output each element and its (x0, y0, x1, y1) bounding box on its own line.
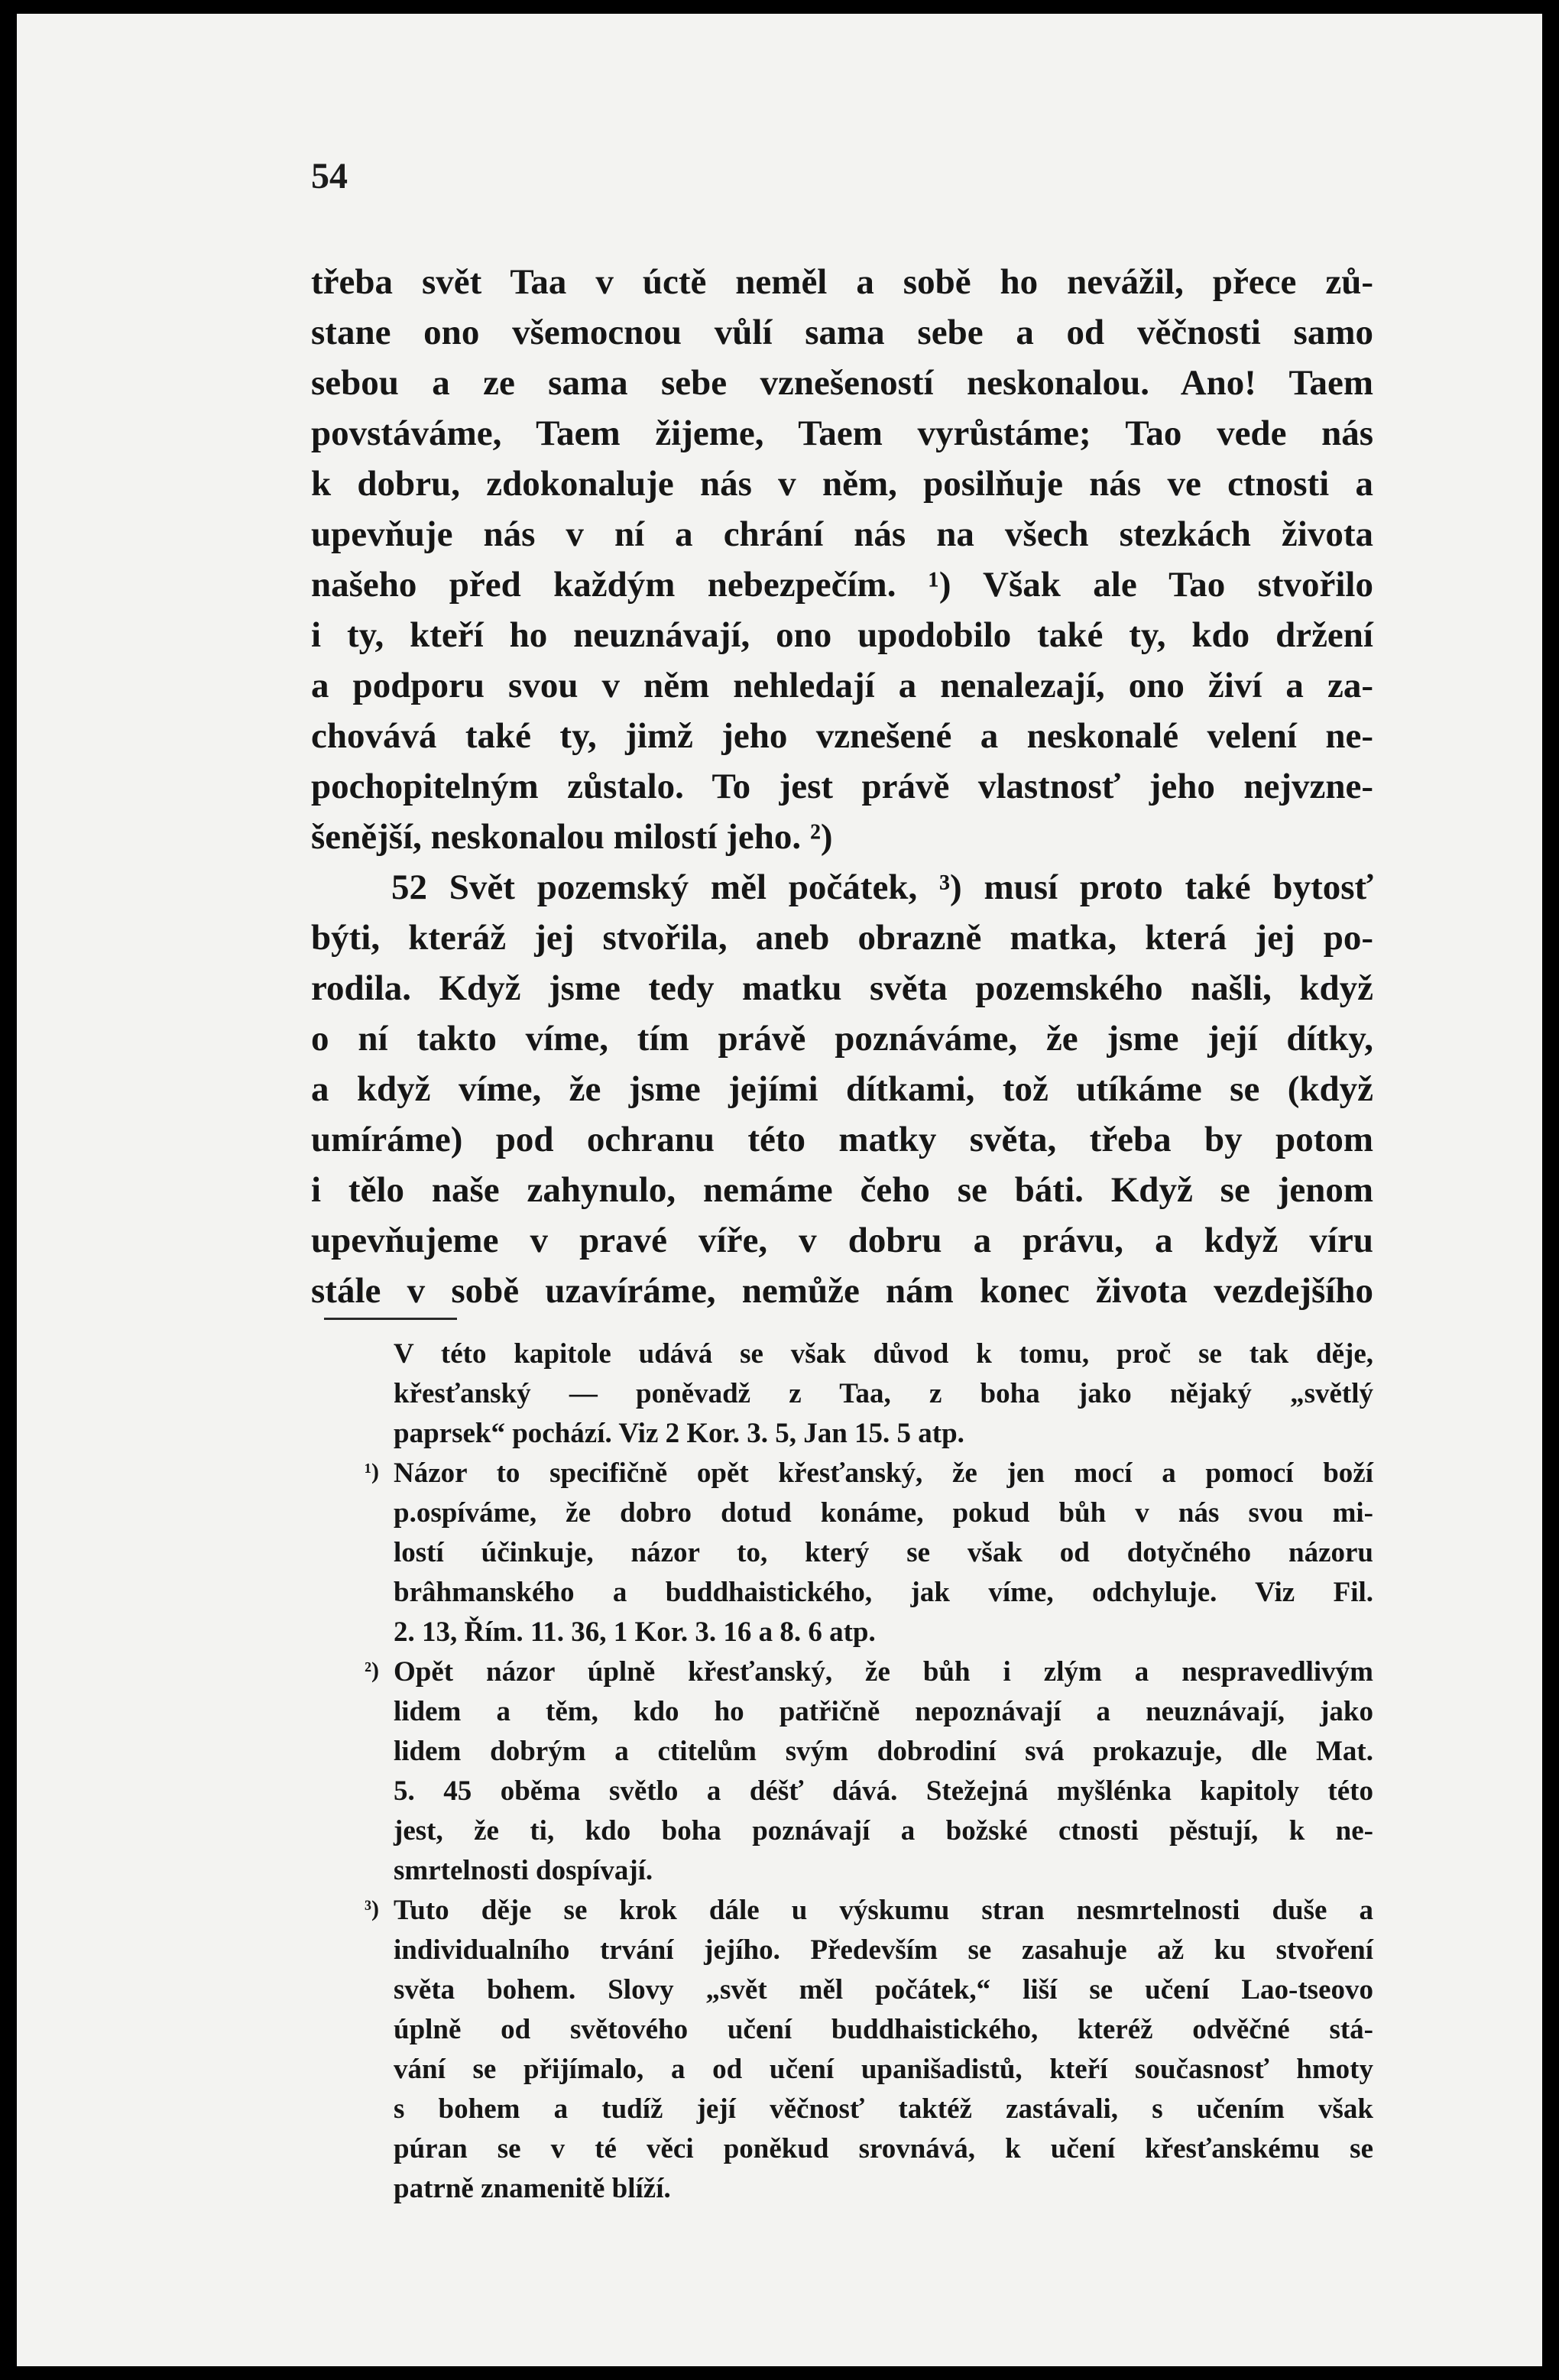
footnote-line: patrně znamenitě blíží. (394, 2173, 671, 2204)
body-line: upevňuje nás v ní a chrání nás na všech stezkách života (311, 514, 1373, 554)
body-line: umíráme) pod ochranu této matky světa, třeba by potom (311, 1120, 1373, 1159)
footnote-mark: ²) (365, 1658, 379, 1683)
body-line: šenější, neskonalou milostí jeho. ²) (311, 817, 833, 857)
footnote-line: paprsek“ pochází. Viz 2 Kor. 3. 5, Jan 15. 5 atp. (394, 1418, 964, 1449)
footnote-line: smrtelnosti dospívají. (394, 1855, 653, 1886)
body-line: i tělo naše zahynulo, nemáme čeho se báti. Když se jenom (311, 1170, 1373, 1210)
body-line: stále v sobě uzavíráme, nemůže nám konec života vezdejšího (311, 1271, 1373, 1311)
body-line: stane ono všemocnou vůlí sama sebe a od věčnosti samo (311, 313, 1373, 352)
footnote-line: púran se v té věci poněkud srovnává, k učení křesťanskému se (394, 2133, 1373, 2164)
footnote-line: Opět názor úplně křesťanský, že bůh i zlým a nespravedlivým (394, 1656, 1373, 1688)
footnote-line: úplně od světového učení buddhaistického, kteréž odvěčné stá- (394, 2014, 1373, 2045)
footnote-line: Názor to specifičně opět křesťanský, že jen mocí a pomocí boží (394, 1458, 1373, 1489)
footnote-line: lostí účinkuje, názor to, který se však od dotyčného názoru (394, 1537, 1373, 1568)
paragraph-start: 52 Svět pozemský měl počátek, ³) musí proto také bytosť (391, 867, 1373, 907)
body-line: a podporu svou v něm nehledají a nenalezají, ono živí a za- (311, 666, 1373, 705)
body-line: býti, kteráž jej stvořila, aneb obrazně matka, která jej po- (311, 918, 1373, 958)
body-line: chovává také ty, jimž jeho vznešené a neskonalé velení ne- (311, 716, 1373, 756)
body-line: rodila. Když jsme tedy matku světa pozemského našli, když (311, 968, 1373, 1008)
footnote-line: s bohem a tudíž její věčnosť taktéž zastávali, s učením však (394, 2093, 1373, 2125)
footnote-line: V této kapitole udává se však důvod k tomu, proč se tak děje, (394, 1338, 1373, 1370)
body-line: o ní takto víme, tím právě poznáváme, že jsme její dítky, (311, 1019, 1373, 1059)
page-number: 54 (311, 156, 348, 196)
footnote-line: p.ospíváme, že dobro dotud konáme, pokud bůh v nás svou mi- (394, 1497, 1373, 1529)
footnote-line: křesťanský — poněvadž z Taa, z boha jako nějaký „světlý (394, 1378, 1373, 1409)
body-line: a když víme, že jsme jejími dítkami, tož utíkáme se (když (311, 1069, 1373, 1109)
body-line: i ty, kteří ho neuznávají, ono upodobilo také ty, kdo držení (311, 615, 1373, 655)
body-line: třeba svět Taa v úctě neměl a sobě ho nevážil, přece zů- (311, 262, 1373, 302)
footnote-line: 5. 45 oběma světlo a déšť dává. Stežejná myšlénka kapitoly této (394, 1775, 1373, 1807)
footnote-line: brâhmanského a buddhaistického, jak víme, odchyluje. Viz Fil. (394, 1577, 1373, 1608)
footnote-mark: ³) (365, 1896, 379, 1921)
body-line: našeho před každým nebezpečím. ¹) Však ale Tao stvořilo (311, 565, 1373, 605)
footnote-line: Tuto děje se krok dále u výskumu stran nesmrtelnosti duše a (394, 1895, 1373, 1926)
body-line: pochopitelným zůstalo. To jest právě vlastnosť jeho nejvzne- (311, 767, 1373, 806)
footnote-line: 2. 13, Řím. 11. 36, 1 Kor. 3. 16 a 8. 6 atp. (394, 1616, 876, 1648)
footnote-line: lidem dobrým a ctitelům svým dobrodiní svá prokazuje, dle Mat. (394, 1736, 1373, 1767)
body-line: sebou a ze sama sebe vznešeností neskonalou. Ano! Taem (311, 363, 1373, 403)
footnote-line: individualního trvání jejího. Především se zasahuje až ku stvoření (394, 1934, 1373, 1966)
footnote-line: vání se přijímalo, a od učení upanišadistů, kteří současnosť hmoty (394, 2054, 1373, 2085)
footnote-rule (324, 1318, 457, 1320)
body-line: povstáváme, Taem žijeme, Taem vyrůstáme; Tao vede nás (311, 413, 1373, 453)
footnote-line: světa bohem. Slovy „svět měl počátek,“ liší se učení Lao-tseovo (394, 1974, 1373, 2005)
body-line: k dobru, zdokonaluje nás v něm, posilňuje nás ve ctnosti a (311, 464, 1373, 504)
footnote-line: jest, že ti, kdo boha poznávají a božské ctnosti pěstují, k ne- (394, 1815, 1373, 1847)
footnote-line: lidem a těm, kdo ho patřičně nepoznávají a neuznávají, jako (394, 1696, 1373, 1727)
footnote-mark: ¹) (365, 1459, 379, 1484)
body-line: upevňujeme v pravé víře, v dobru a právu, a když víru (311, 1221, 1373, 1260)
book-page (17, 14, 1542, 2366)
